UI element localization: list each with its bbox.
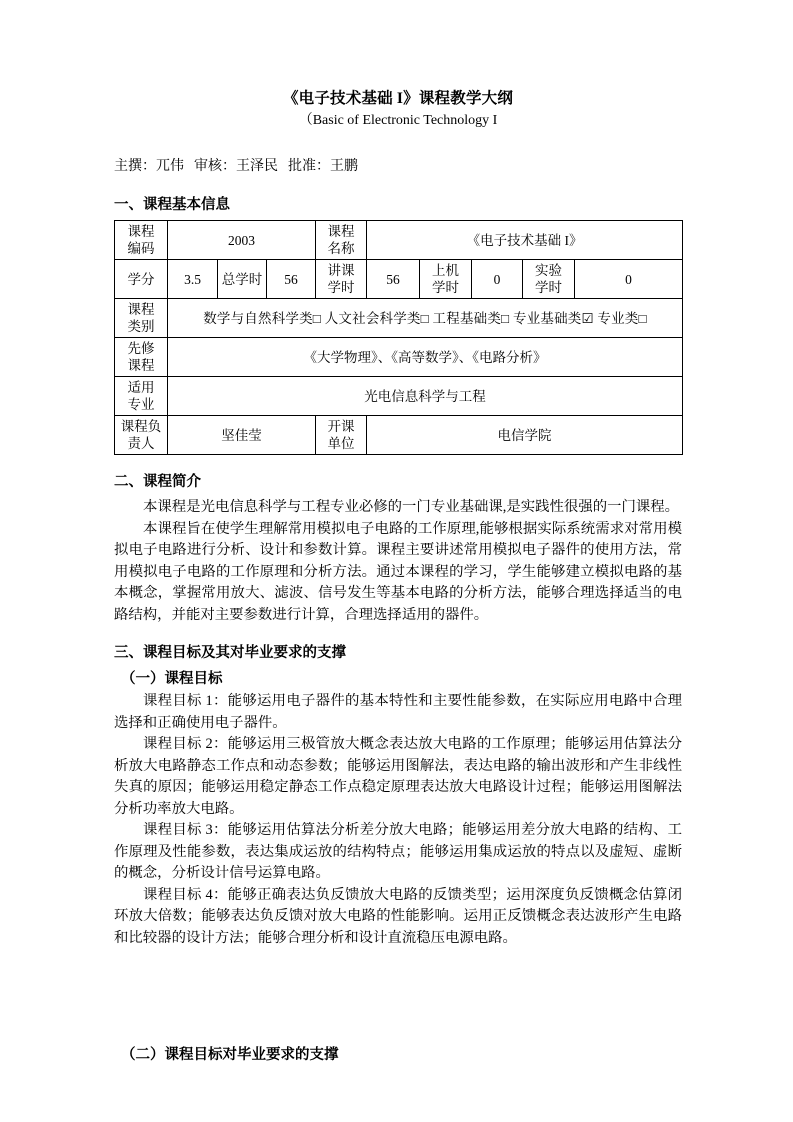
table-row [115, 260, 683, 299]
byline-reviewer-label: 审核： [194, 159, 236, 174]
table-row [115, 338, 683, 377]
cell-credit-value: 3.5 [168, 260, 218, 299]
cell-prerequisite-value: 《大学物理》、《高等数学》、《电路分析》 [168, 338, 683, 377]
cell-department-label: 开课 单位 [316, 416, 367, 455]
course-objective-4: 课程目标 4：能够正确表达负反馈放大电路的反馈类型；运用深度负反馈概念估算闭环放大倍数；能够表达负反馈对放大电路的性能影响。运用正反馈概念表达波形产生电路和比较器的设计方法；能够合理分析和设计直流稳压电源电路。 [114, 886, 682, 946]
cell-total-hours-value: 56 [267, 260, 316, 299]
byline-approver: 王鹏 [330, 159, 358, 174]
cell-prerequisite-label: 先修 课程 [115, 338, 168, 377]
cell-computer-hours-value: 0 [472, 260, 523, 299]
table-row [115, 299, 683, 338]
table-row [115, 416, 683, 455]
course-objective-2: 课程目标 2：能够运用三极管放大概念表达放大电路的工作原理；能够运用估算法分析放大电路静态工作点和动态参数；能够运用图解法，表达电路的输出波形和产生非线性失真的原因；能够运用稳定静态工作点稳定原理表达放大电路设计过程；能够运用图解法分析功率放大电路。 [114, 736, 682, 817]
cell-course-category-label: 课程 类别 [115, 299, 168, 338]
section-spacer [114, 949, 682, 1043]
course-intro-paragraph-1: 本课程是光电信息科学与工程专业必修的一门专业基础课,是实践性很强的一门课程。 [143, 499, 680, 515]
cell-department-value: 电信学院 [367, 416, 683, 455]
course-info-table [114, 220, 683, 455]
cell-course-code-label: 课程 编码 [115, 221, 168, 260]
course-intro-paragraph-2: 本课程旨在使学生理解常用模拟电子电路的工作原理,能够根据实际系统需求对常用模拟电子电路进行分析、设计和参数计算。课程主要讲述常用模拟电子器件的使用方法，常用模拟电子电路的工作原理和分析方法。通过本课程的学习，学生能够建立模拟电路的基本概念，掌握常用放大、滤波、信号发生等基本电路的分析方法，能够合理选择适当的电路结构，并能对主要参数进行计算，合理选择适用的器件。 [114, 520, 682, 623]
cell-lecture-hours-label: 讲课 学时 [316, 260, 367, 299]
page-title: 《电子技术基础 I》课程教学大纲 [282, 90, 514, 107]
cell-course-name-label: 课程 名称 [316, 221, 367, 260]
cell-experiment-hours-label: 实验 学时 [523, 260, 575, 299]
cell-credit-label: 学分 [115, 260, 168, 299]
page-subtitle: （Basic of Electronic Technology I [298, 113, 498, 128]
table-row [115, 377, 683, 416]
cell-total-hours-label: 总学时 [218, 260, 267, 299]
cell-experiment-hours-value: 0 [575, 260, 683, 299]
cell-course-leader-value: 坚佳莹 [168, 416, 316, 455]
byline-approver-label: 批准： [288, 159, 330, 174]
section-heading-basic-info: 一、课程基本信息 [114, 197, 230, 213]
cell-applicable-major-label: 适用 专业 [115, 377, 168, 416]
cell-applicable-major-value: 光电信息科学与工程 [168, 377, 683, 416]
byline [114, 156, 682, 178]
cell-lecture-hours-value: 56 [367, 260, 420, 299]
cell-computer-hours-label: 上机 学时 [420, 260, 472, 299]
table-row [115, 221, 683, 260]
cell-course-category-options: 数学与自然科学类□ 人文社会科学类□ 工程基础类□ 专业基础类☑ 专业类□ [168, 299, 683, 338]
byline-author: 兀伟 [156, 159, 184, 174]
subsection-heading-graduation-support: （二）课程目标对毕业要求的支撑 [121, 1047, 339, 1063]
course-objective-3: 课程目标 3：能够运用估算法分析差分放大电路；能够运用差分放大电路的结构、工作原理及性能参数，表达集成运放的结构特点；能够运用集成运放的特点以及虚短、虚断的概念，分析设计信号运算电路。 [114, 822, 682, 881]
document-content [114, 88, 682, 1067]
cell-course-leader-label: 课程负 责人 [115, 416, 168, 455]
course-objective-1: 课程目标 1：能够运用电子器件的基本特性和主要性能参数，在实际应用电路中合理选择和正确使用电子器件。 [114, 693, 682, 731]
cell-course-code-value: 2003 [168, 221, 316, 260]
byline-author-label: 主撰： [114, 159, 156, 174]
cell-course-name-value: 《电子技术基础 I》 [367, 221, 683, 260]
subsection-heading-course-objectives: （一）课程目标 [121, 671, 223, 687]
byline-reviewer: 王泽民 [236, 159, 278, 174]
section-heading-course-intro: 二、课程简介 [114, 474, 201, 490]
section-heading-objectives: 三、课程目标及其对毕业要求的支撑 [114, 645, 346, 661]
